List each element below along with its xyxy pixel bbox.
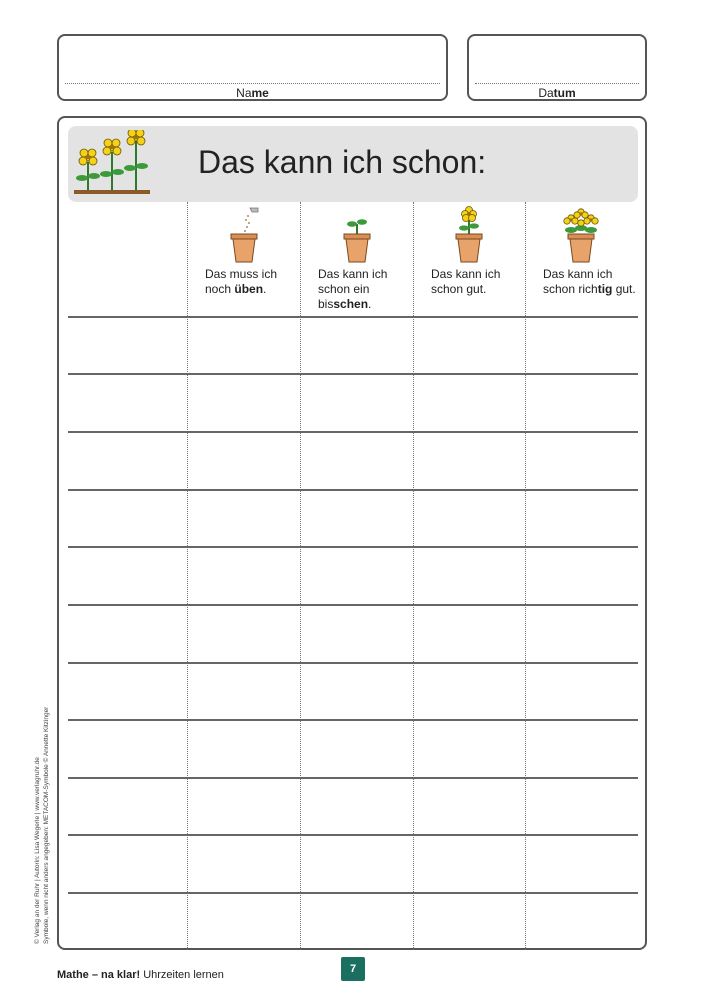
- column-head-1: [188, 206, 300, 264]
- column-label-1: Das muss ich noch üben.: [205, 267, 278, 296]
- row-line: [68, 777, 638, 779]
- flower-pot-icon: [449, 206, 489, 264]
- flowers-bed-icon: [72, 130, 152, 198]
- footer-series: Mathe – na klar! Uhrzeiten lernen: [57, 969, 224, 981]
- page-number-badge: 7: [341, 957, 365, 981]
- row-line: [68, 546, 638, 548]
- date-label: Datum: [538, 86, 576, 100]
- column-label-3: Das kann ich schon gut.: [431, 267, 501, 296]
- column-divider: [525, 202, 526, 950]
- row-line: [68, 662, 638, 664]
- name-label: Name: [236, 86, 269, 100]
- row-line: [68, 834, 638, 836]
- copyright-credit: © Verlag an der Ruhr | Autorin: Lisa Wegerle | www.verlagruhr.de Symbole, wenn nicht anders angegeben: METACOM-Symbole © Annette Kitzinger: [34, 706, 50, 944]
- row-line: [68, 431, 638, 433]
- row-line: [68, 373, 638, 375]
- name-line: [65, 83, 440, 84]
- column-head-2: [301, 206, 413, 264]
- row-line: [68, 892, 638, 894]
- column-divider: [187, 202, 188, 950]
- sprout-pot-icon: [337, 206, 377, 264]
- row-line: [68, 489, 638, 491]
- row-line: [68, 316, 638, 318]
- name-field[interactable]: [57, 34, 448, 101]
- watering-pot-icon: [224, 206, 264, 264]
- row-line: [68, 604, 638, 606]
- column-label-4: Das kann ich schon richtig gut.: [543, 267, 636, 296]
- date-line: [475, 83, 639, 84]
- column-divider: [413, 202, 414, 950]
- column-head-3: [413, 206, 525, 264]
- page-title: Das kann ich schon:: [198, 144, 487, 180]
- blooming-pot-icon: [561, 206, 601, 264]
- date-field[interactable]: [467, 34, 647, 101]
- column-head-4: [525, 206, 637, 264]
- column-label-2: Das kann ich schon ein bisschen.: [318, 267, 388, 311]
- column-divider: [300, 202, 301, 950]
- row-line: [68, 719, 638, 721]
